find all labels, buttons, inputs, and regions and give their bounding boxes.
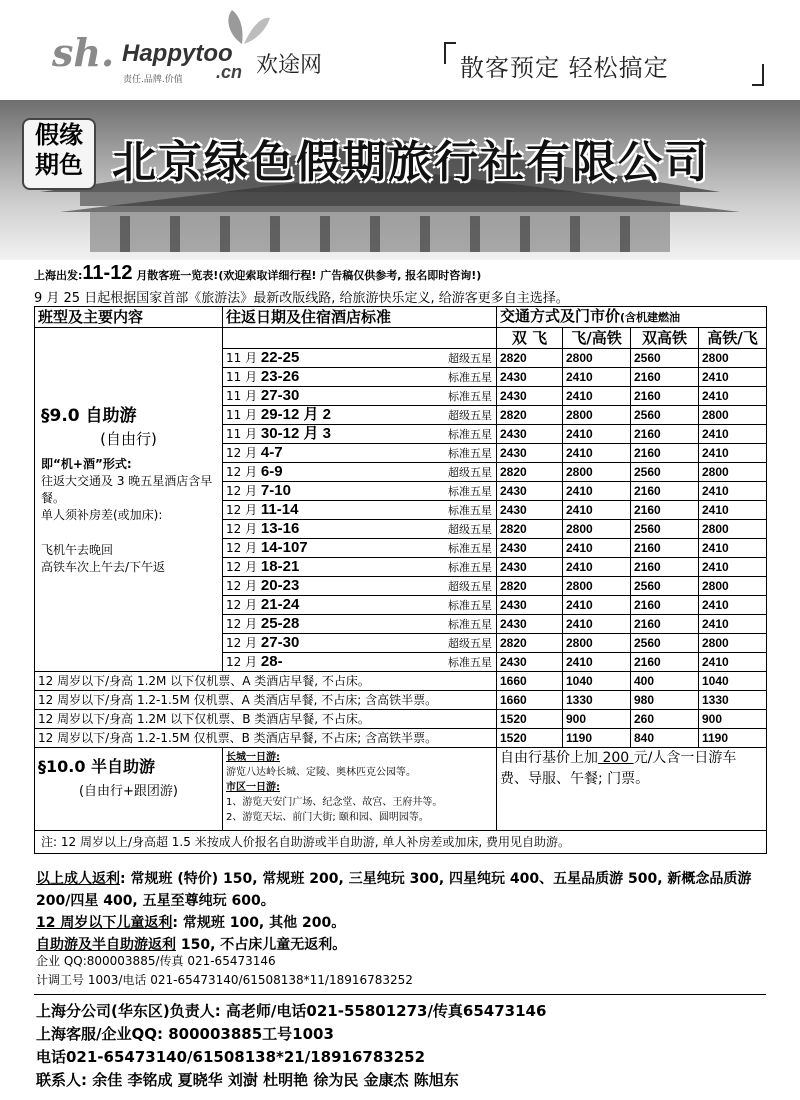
departure-line: 上海出发:11-12 月散客班一览表!(欢迎索取详细行程! 广告稿仅供参考, 报名即时咨询!) [34, 262, 482, 284]
price-cell: 2160 [631, 368, 699, 387]
price-cell: 2410 [699, 653, 767, 672]
price-cell: 1660 [497, 691, 563, 710]
header-transport: 交通方式及门市价(含机建燃油 [497, 307, 767, 328]
price-cell: 2410 [563, 482, 631, 501]
logo-seal: 假缘 期色 [22, 118, 96, 190]
day-tour-info: 长城一日游: 游览八达岭长城、定陵、奥林匹克公园等。 市区一日游: 1、游览天安门广场、纪念堂、故宫、王府井等。 2、游览天坛、前门大街; 颐和园、圆明园等。 [223, 748, 497, 831]
price-cell: 2160 [631, 482, 699, 501]
price-cell: 2410 [563, 387, 631, 406]
price-cell: 2410 [699, 558, 767, 577]
price-cell: 2410 [699, 368, 767, 387]
price-cell: 2160 [631, 596, 699, 615]
price-cell: 2410 [563, 539, 631, 558]
price-cell: 2410 [563, 425, 631, 444]
price-cell: 2820 [497, 463, 563, 482]
price-cell: 2410 [563, 368, 631, 387]
price-cell: 2160 [631, 653, 699, 672]
date-cell: 11 月 27-30 标准五星 [223, 387, 497, 406]
price-cell: 2800 [699, 349, 767, 368]
logo-happytoo: Happytoo [122, 40, 233, 67]
price-cell: 2430 [497, 539, 563, 558]
logo-tagline: 责任.品牌.价值 [123, 75, 183, 85]
price-cell: 2430 [497, 558, 563, 577]
price-cell: 2800 [563, 349, 631, 368]
price-cell: 2560 [631, 463, 699, 482]
price-cell: 900 [563, 710, 631, 729]
law-notice: 9 月 25 日起根据国家首部《旅游法》最新改版线路, 给旅游快乐定义, 给游客更多自主选择。 [34, 291, 569, 306]
contact-small: 企业 QQ:800003885/传真 021-65473146 计调工号 1003/电话 021-65473140/61508138*11/18916783252 [36, 954, 413, 987]
subheader-2: 双高铁 [631, 328, 699, 349]
price-cell: 2410 [563, 653, 631, 672]
price-cell: 2410 [563, 501, 631, 520]
price-cell: 2160 [631, 444, 699, 463]
half-self-guided-row [35, 748, 767, 831]
logo-sh: sh. [52, 30, 115, 75]
header-type: 班型及主要内容 [35, 307, 223, 328]
program-self-guided: §9.0 自助游 (自由行) 即“机+酒”形式: 往返大交通及 3 晚五星酒店含早餐。 单人须补房差(或加床): 飞机午去晚回 高铁车次上午去/下午返 [35, 328, 223, 672]
price-cell: 400 [631, 672, 699, 691]
price-cell: 2410 [699, 501, 767, 520]
logo-chinese-name: 欢途网 [256, 53, 323, 78]
child-condition: 12 周岁以下/身高 1.2-1.5M 仅机票、A 类酒店早餐, 不占床; 含高铁半票。 [35, 691, 497, 710]
price-cell: 2410 [699, 425, 767, 444]
price-cell: 2820 [497, 634, 563, 653]
contact-main: 上海分公司(华东区)负责人: 高老师/电话021-55801273/传真65473146 上海客服/企业QQ: 800003885工号1003 电话021-65473140/61508138*21/18916783252 联系人: 余佳 李铭成 夏晓华 刘澍 杜明艳 徐为民 金康杰 陈旭东 [36, 1002, 547, 1089]
price-cell: 2800 [563, 406, 631, 425]
price-cell: 2160 [631, 615, 699, 634]
divider [34, 994, 766, 995]
price-cell: 2430 [497, 368, 563, 387]
price-cell: 2410 [699, 444, 767, 463]
price-cell: 2800 [563, 577, 631, 596]
price-cell: 2800 [563, 520, 631, 539]
price-cell: 1330 [563, 691, 631, 710]
date-cell: 12 月 18-21 标准五星 [223, 558, 497, 577]
price-cell: 260 [631, 710, 699, 729]
date-cell: 12 月 4-7 标准五星 [223, 444, 497, 463]
header-dates: 往返日期及住宿酒店标准 [223, 307, 497, 328]
subheader-1: 飞/高铁 [563, 328, 631, 349]
price-cell: 2430 [497, 425, 563, 444]
price-cell: 2820 [497, 577, 563, 596]
child-price-row [35, 729, 767, 748]
price-cell: 1190 [699, 729, 767, 748]
date-cell: 12 月 27-30 超级五星 [223, 634, 497, 653]
price-cell: 2410 [563, 615, 631, 634]
subheader-row [35, 328, 767, 349]
price-cell: 840 [631, 729, 699, 748]
price-cell: 2800 [699, 634, 767, 653]
price-cell: 2820 [497, 406, 563, 425]
price-cell: 2800 [699, 406, 767, 425]
price-cell: 2160 [631, 539, 699, 558]
date-cell: 12 月 14-107 标准五星 [223, 539, 497, 558]
price-cell: 2560 [631, 520, 699, 539]
child-price-row [35, 710, 767, 729]
price-cell: 1520 [497, 729, 563, 748]
price-cell: 2560 [631, 406, 699, 425]
price-cell: 2430 [497, 482, 563, 501]
date-cell: 11 月 22-25 超级五星 [223, 349, 497, 368]
price-table [34, 306, 767, 854]
company-title: 北京绿色假期旅行社有限公司 [112, 137, 710, 188]
date-cell: 12 月 20-23 超级五星 [223, 577, 497, 596]
price-cell: 1330 [699, 691, 767, 710]
child-condition: 12 周岁以下/身高 1.2M 以下仅机票、B 类酒店早餐, 不占床。 [35, 710, 497, 729]
price-cell: 2430 [497, 501, 563, 520]
price-cell: 2800 [699, 463, 767, 482]
price-cell: 2800 [699, 520, 767, 539]
date-cell: 11 月 29-12 月 2 超级五星 [223, 406, 497, 425]
price-cell: 2160 [631, 387, 699, 406]
price-cell: 2800 [699, 577, 767, 596]
price-cell: 1660 [497, 672, 563, 691]
price-cell: 2560 [631, 349, 699, 368]
price-cell: 2430 [497, 653, 563, 672]
price-cell: 2410 [563, 558, 631, 577]
program-half-self-guided: §10.0 半自助游 (自由行+跟团游) [35, 748, 223, 831]
price-cell: 2430 [497, 444, 563, 463]
price-cell: 2160 [631, 558, 699, 577]
price-cell: 980 [631, 691, 699, 710]
child-price-row [35, 691, 767, 710]
price-cell: 2800 [563, 634, 631, 653]
price-cell: 2410 [699, 482, 767, 501]
logo-cn: .cn [216, 62, 243, 82]
child-condition: 12 周岁以下/身高 1.2M 以下仅机票、A 类酒店早餐, 不占床。 [35, 672, 497, 691]
date-cell: 12 月 21-24 标准五星 [223, 596, 497, 615]
price-cell: 2410 [563, 596, 631, 615]
slogan [444, 42, 764, 86]
date-cell: 12 月 28- 标准五星 [223, 653, 497, 672]
price-cell: 2560 [631, 577, 699, 596]
header [0, 0, 800, 100]
price-cell: 2560 [631, 634, 699, 653]
price-cell: 2410 [699, 539, 767, 558]
rebate-section: 以上成人返利: 常规班 (特价) 150, 常规班 200, 三星纯玩 300, 四星纯玩 400、五星品质游 500, 新概念品质游 200/四星 400, 五星至尊纯玩 600。 12 周岁以下儿童返利: 常规班 100, 其他 200。 自助游及半自助游返利 150, 不占床儿童无返利。 [36, 871, 752, 953]
price-cell: 2160 [631, 425, 699, 444]
date-cell: 11 月 30-12 月 3 标准五星 [223, 425, 497, 444]
price-cell: 2430 [497, 615, 563, 634]
price-cell: 1190 [563, 729, 631, 748]
price-cell: 2410 [699, 615, 767, 634]
price-cell: 1520 [497, 710, 563, 729]
price-cell: 1040 [563, 672, 631, 691]
date-cell: 12 月 7-10 标准五星 [223, 482, 497, 501]
note-text: 注: 12 周岁以上/身高超 1.5 米按成人价报名自助游或半自助游, 单人补房差或加床, 费用见自助游。 [35, 831, 767, 854]
slogan-text: 散客预定 轻松搞定 [460, 54, 669, 82]
date-cell: 11 月 23-26 标准五星 [223, 368, 497, 387]
child-price-row [35, 672, 767, 691]
note-row [35, 831, 767, 854]
subheader-0: 双 飞 [497, 328, 563, 349]
price-cell: 2820 [497, 349, 563, 368]
price-cell: 2430 [497, 387, 563, 406]
price-cell: 2820 [497, 520, 563, 539]
price-cell: 2800 [563, 463, 631, 482]
date-cell: 12 月 13-16 超级五星 [223, 520, 497, 539]
price-cell: 2160 [631, 501, 699, 520]
subheader-3: 高铁/飞 [699, 328, 767, 349]
date-cell: 12 月 11-14 标准五星 [223, 501, 497, 520]
half-price-info: 自由行基价上加 200 元/人含一日游车费、导服、午餐; 门票。 [497, 748, 767, 831]
date-cell: 12 月 25-28 标准五星 [223, 615, 497, 634]
price-cell: 2410 [563, 444, 631, 463]
price-cell: 1040 [699, 672, 767, 691]
child-condition: 12 周岁以下/身高 1.2-1.5M 仅机票、B 类酒店早餐, 不占床; 含高铁半票。 [35, 729, 497, 748]
price-cell: 900 [699, 710, 767, 729]
price-cell: 2410 [699, 387, 767, 406]
price-cell: 2410 [699, 596, 767, 615]
price-cell: 2430 [497, 596, 563, 615]
date-cell: 12 月 6-9 超级五星 [223, 463, 497, 482]
